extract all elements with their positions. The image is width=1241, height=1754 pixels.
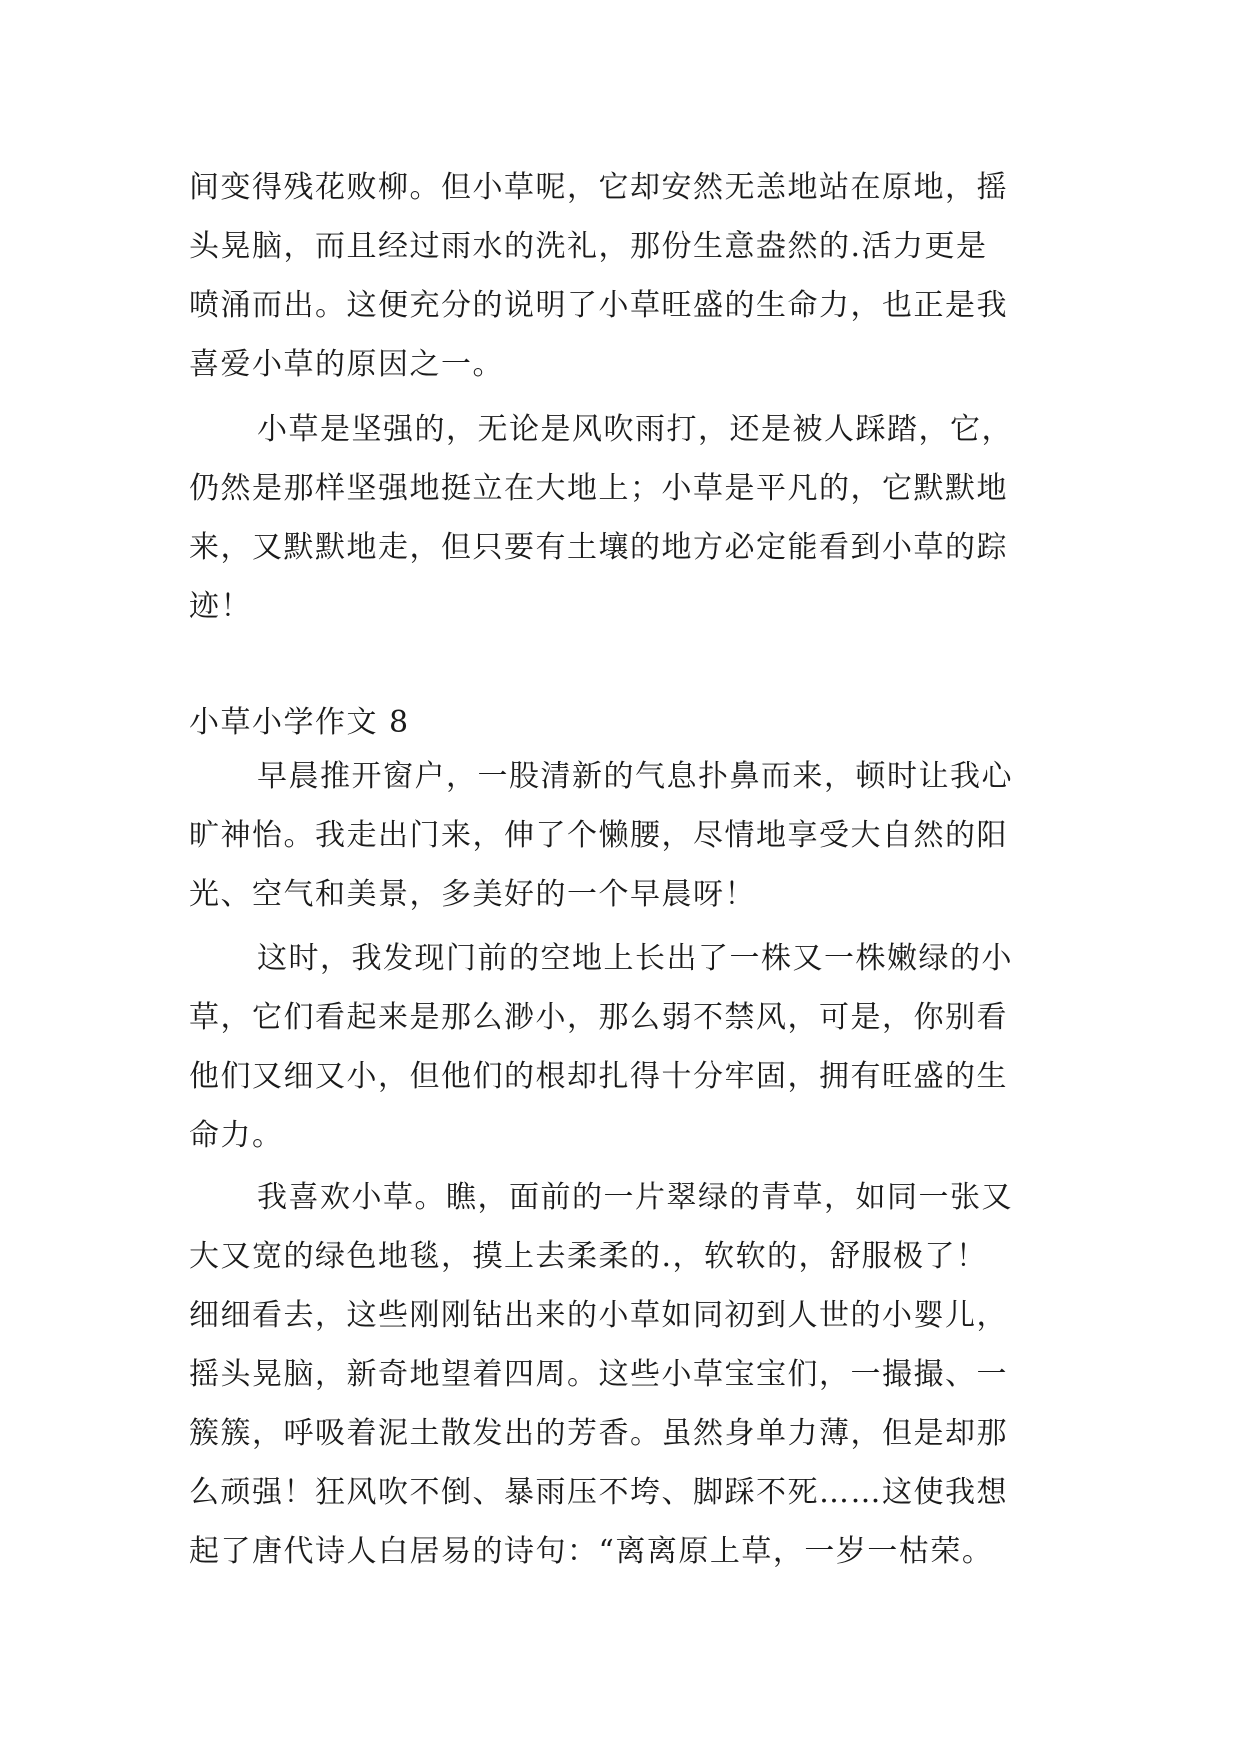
paragraph-3 xyxy=(189,747,1059,924)
paragraph-line: 早晨推开窗户，一股清新的气息扑鼻而来，顿时让我心 xyxy=(257,759,1013,794)
paragraph-line: 他们又细又小，但他们的根却扎得十分牢固，拥有旺盛的生 xyxy=(189,1059,1008,1094)
paragraph-line: 头晃脑，而且经过雨水的洗礼，那份生意盎然的.活力更是 xyxy=(189,229,988,264)
paragraph-line: 摇头晃脑，新奇地望着四周。这些小草宝宝们，一撮撮、一 xyxy=(189,1357,1008,1392)
paragraph-line: 起了唐代诗人白居易的诗句：“离离原上草，一岁一枯荣。 xyxy=(189,1534,994,1569)
paragraph-line: 旷神怡。我走出门来，伸了个懒腰，尽情地享受大自然的阳 xyxy=(189,818,1008,853)
paragraph-1 xyxy=(189,158,1059,394)
section-heading xyxy=(189,693,1059,752)
paragraph-line: 光、空气和美景，多美好的一个早晨呀！ xyxy=(189,877,756,912)
paragraph-5 xyxy=(189,1168,1059,1581)
paragraph-line: 喜爱小草的原因之一。 xyxy=(189,347,504,382)
paragraph-4 xyxy=(189,929,1059,1165)
paragraph-line: 么顽强！狂风吹不倒、暴雨压不垮、脚踩不死……这使我想 xyxy=(189,1475,1008,1510)
paragraph-line: 我喜欢小草。瞧，面前的一片翠绿的青草，如同一张又 xyxy=(257,1180,1013,1215)
paragraph-line: 迹！ xyxy=(189,589,252,624)
paragraph-line: 簇簇，呼吸着泥土散发出的芳香。虽然身单力薄，但是却那 xyxy=(189,1416,1008,1451)
paragraph-line: 间变得残花败柳。但小草呢，它却安然无恙地站在原地，摇 xyxy=(189,170,1008,205)
paragraph-line: 大又宽的绿色地毯，摸上去柔柔的.，软软的，舒服极了！ xyxy=(189,1239,988,1274)
paragraph-line: 草，它们看起来是那么渺小，那么弱不禁风，可是，你别看 xyxy=(189,1000,1008,1035)
paragraph-line: 小草是坚强的，无论是风吹雨打，还是被人踩踏，它， xyxy=(257,412,1013,447)
paragraph-line: 这时，我发现门前的空地上长出了一株又一株嫩绿的小 xyxy=(257,941,1013,976)
paragraph-line: 仍然是那样坚强地挺立在大地上；小草是平凡的，它默默地 xyxy=(189,471,1008,506)
paragraph-line: 来，又默默地走，但只要有土壤的地方必定能看到小草的踪 xyxy=(189,530,1008,565)
paragraph-line: 细细看去，这些刚刚钻出来的小草如同初到人世的小婴儿， xyxy=(189,1298,1008,1333)
section-title: 小草小学作文 8 xyxy=(189,705,410,740)
paragraph-2 xyxy=(189,400,1059,636)
paragraph-line: 喷涌而出。这便充分的说明了小草旺盛的生命力，也正是我 xyxy=(189,288,1008,323)
paragraph-line: 命力。 xyxy=(189,1118,284,1153)
